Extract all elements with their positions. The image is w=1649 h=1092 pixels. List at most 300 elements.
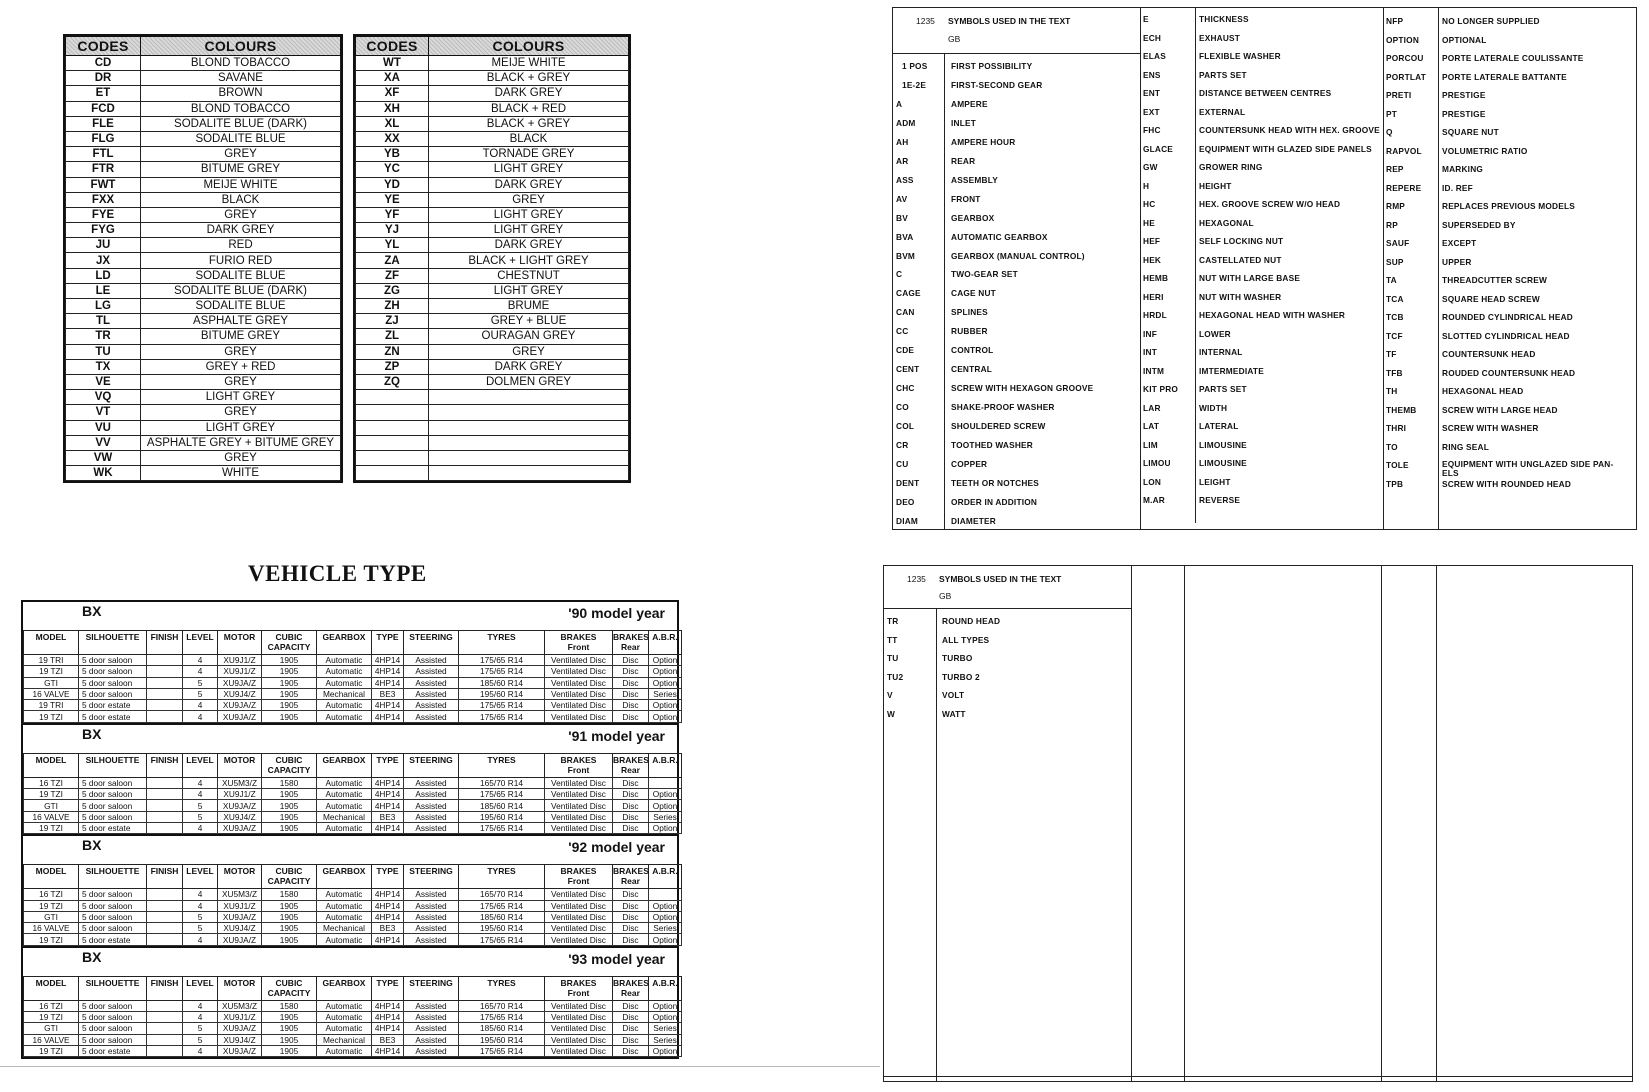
table-cell: 1580 xyxy=(262,889,317,900)
column-header xyxy=(262,976,317,1000)
table-cell xyxy=(649,889,682,900)
symbol-meaning: ORDER IN ADDITION xyxy=(951,496,1038,507)
column-header xyxy=(79,631,147,655)
table-cell: 5 door saloon xyxy=(79,1012,147,1023)
table-cell: 1905 xyxy=(262,811,317,822)
symbol-abbreviation: TOLE xyxy=(1386,460,1409,470)
table-cell: Mechanical xyxy=(317,688,372,699)
table-cell: Automatic xyxy=(317,666,372,677)
model-year-label: '93 model year xyxy=(568,950,665,967)
symbol-abbreviation: PORTLAT xyxy=(1386,71,1426,82)
table-cell: 195/60 R14 xyxy=(459,1034,545,1045)
colour-name: GREY xyxy=(141,374,341,389)
colour-row xyxy=(356,192,629,207)
colour-row xyxy=(66,390,341,405)
symbol-abbreviation: ADM xyxy=(896,117,916,128)
table-cell: 1905 xyxy=(262,800,317,811)
column-header-line: TYPE xyxy=(376,632,399,642)
colour-code: FWT xyxy=(66,177,141,192)
symbol-meaning: CONTROL xyxy=(951,345,994,356)
table-cell: 1905 xyxy=(262,711,317,722)
symbol-meaning: LEIGHT xyxy=(1199,476,1231,487)
colour-code xyxy=(356,466,429,481)
symbol-abbreviation: AR xyxy=(896,155,909,166)
table-cell: 4 xyxy=(183,655,218,666)
table-cell xyxy=(147,688,183,699)
symbol-abbreviation: CDE xyxy=(896,345,915,356)
colour-name: FURIO RED xyxy=(141,253,341,268)
column-header-line: MOTOR xyxy=(223,754,256,765)
table-cell: Assisted xyxy=(404,1045,459,1056)
table-cell: 4HP14 xyxy=(372,1012,404,1023)
colour-code: CD xyxy=(66,56,141,71)
table-cell: 5 door saloon xyxy=(79,1023,147,1034)
table-cell: Mechanical xyxy=(317,1034,372,1045)
table-cell xyxy=(147,1034,183,1045)
symbol-abbreviation: LIM xyxy=(1143,439,1158,450)
table-cell: 195/60 R14 xyxy=(459,923,545,934)
column-header xyxy=(183,865,218,889)
column-header xyxy=(459,976,545,1000)
symbol-abbreviation: M.AR xyxy=(1143,495,1165,505)
table-cell xyxy=(147,777,183,788)
table-cell xyxy=(147,934,183,945)
symbol-meaning: EXHAUST xyxy=(1199,32,1241,43)
table-cell: Disc xyxy=(613,800,649,811)
table-cell: 4 xyxy=(183,1000,218,1011)
table-cell: Series xyxy=(649,1034,682,1045)
table-row xyxy=(24,1034,682,1045)
column-header-line: CAPACITY xyxy=(267,876,311,887)
symbol-abbreviation: CC xyxy=(896,326,909,337)
table-cell: Ventilated Disc xyxy=(545,789,613,800)
symbol-abbreviation: RP xyxy=(1386,219,1398,230)
symbol-meaning: TURBO xyxy=(942,653,973,663)
table-cell: 16 VALVE xyxy=(24,811,79,822)
symbol-abbreviation: TT xyxy=(887,634,898,645)
table-cell: 195/60 R14 xyxy=(459,688,545,699)
colour-row xyxy=(356,299,629,314)
table-cell: Ventilated Disc xyxy=(545,923,613,934)
table-cell: Assisted xyxy=(404,666,459,677)
vehicle-table xyxy=(23,976,682,1057)
table-cell: 195/60 R14 xyxy=(459,811,545,822)
table-cell: Disc xyxy=(613,811,649,822)
colour-row xyxy=(356,86,629,101)
symbol-abbreviation: W xyxy=(887,708,896,719)
table-cell: 1905 xyxy=(262,923,317,934)
table-cell: 19 TZI xyxy=(24,900,79,911)
table-cell: Ventilated Disc xyxy=(545,822,613,833)
symbol-abbreviation: CENT xyxy=(896,364,920,375)
column-header-line: LEVEL xyxy=(186,977,214,988)
colour-row xyxy=(66,177,341,192)
symbol-meaning: TEETH OR NOTCHES xyxy=(951,477,1040,488)
colour-name xyxy=(429,405,629,420)
column-header-line: STEERING xyxy=(409,977,453,988)
table-cell: Assisted xyxy=(404,789,459,800)
column-divider xyxy=(1438,8,1439,530)
colour-name: GREY + RED xyxy=(141,359,341,374)
symbol-abbreviation: BV xyxy=(896,212,908,223)
symbol-meaning: HEIGHT xyxy=(1199,180,1232,191)
table-cell xyxy=(147,911,183,922)
colour-row xyxy=(66,405,341,420)
table-row xyxy=(24,822,682,833)
symbol-meaning: SPLINES xyxy=(951,307,988,318)
table-cell: 5 xyxy=(183,1023,218,1034)
table-cell: 175/65 R14 xyxy=(459,711,545,722)
colour-row xyxy=(66,344,341,359)
symbol-abbreviation: NFP xyxy=(1386,16,1404,26)
colour-name: LIGHT GREY xyxy=(429,207,629,222)
column-header-line: TYRES xyxy=(487,754,516,765)
symbol-abbreviation: 1 POS xyxy=(902,61,928,71)
column-header-line: A.B.R. xyxy=(652,632,678,642)
symbol-meaning: NUT WITH WASHER xyxy=(1199,291,1282,302)
column-header xyxy=(613,865,649,889)
table-cell: 4HP14 xyxy=(372,666,404,677)
symbol-meaning: LIMOUSINE xyxy=(1199,458,1247,468)
colour-code: FCD xyxy=(66,101,141,116)
table-cell: Ventilated Disc xyxy=(545,1023,613,1034)
colour-code: XX xyxy=(356,131,429,146)
column-divider xyxy=(1140,8,1141,530)
table-cell: Assisted xyxy=(404,1000,459,1011)
column-header-line: BRAKES xyxy=(613,866,649,877)
table-cell xyxy=(147,677,183,688)
table-cell: Option xyxy=(649,711,682,722)
symbol-abbreviation: ELAS xyxy=(1143,51,1166,61)
symbols-page-1 xyxy=(892,7,1637,530)
column-header xyxy=(545,631,613,655)
table-row xyxy=(24,789,682,800)
column-header-line: STEERING xyxy=(409,754,453,765)
table-cell: 4HP14 xyxy=(372,1045,404,1056)
symbol-abbreviation: PT xyxy=(1386,108,1398,119)
table-cell xyxy=(147,666,183,677)
vehicle-type-table xyxy=(21,600,679,1059)
table-cell: Option xyxy=(649,822,682,833)
column-header-line: MOTOR xyxy=(223,632,256,642)
model-year-label: '92 model year xyxy=(568,839,665,856)
symbol-abbreviation: LAT xyxy=(1143,421,1160,431)
column-header xyxy=(372,631,404,655)
table-cell: Ventilated Disc xyxy=(545,700,613,711)
table-cell: Option xyxy=(649,655,682,666)
header-divider xyxy=(893,53,1140,54)
table-cell: Assisted xyxy=(404,1034,459,1045)
table-cell: 5 door estate xyxy=(79,1045,147,1056)
column-header-line: FINISH xyxy=(150,754,179,765)
column-header xyxy=(404,753,459,777)
symbol-abbreviation: ENS xyxy=(1143,69,1161,80)
column-header-line: Rear xyxy=(621,876,640,887)
table-cell: 4HP14 xyxy=(372,911,404,922)
column-header xyxy=(649,865,682,889)
symbol-meaning: THICKNESS xyxy=(1199,14,1249,24)
table-cell xyxy=(147,789,183,800)
table-cell: 5 door saloon xyxy=(79,1000,147,1011)
table-cell: 4HP14 xyxy=(372,800,404,811)
table-cell: Automatic xyxy=(317,655,372,666)
table-cell: 165/70 R14 xyxy=(459,1000,545,1011)
table-cell: Automatic xyxy=(317,889,372,900)
table-cell: 5 door estate xyxy=(79,700,147,711)
column-header xyxy=(372,976,404,1000)
table-cell: Disc xyxy=(613,822,649,833)
colour-name: GREY + BLUE xyxy=(429,314,629,329)
column-header xyxy=(218,976,262,1000)
table-cell: Disc xyxy=(613,934,649,945)
table-cell: XU9JA/Z xyxy=(218,800,262,811)
table-cell: Automatic xyxy=(317,900,372,911)
table-cell xyxy=(147,923,183,934)
model-year-section xyxy=(23,723,677,834)
symbol-meaning: EXCEPT xyxy=(1442,238,1477,248)
table-cell: GTI xyxy=(24,677,79,688)
symbol-abbreviation: INT xyxy=(1143,347,1157,357)
colours-header: COLOURS xyxy=(429,37,629,56)
colour-code: TU xyxy=(66,344,141,359)
table-cell: Disc xyxy=(613,700,649,711)
colour-code: ZL xyxy=(356,329,429,344)
colour-code: LE xyxy=(66,283,141,298)
symbol-abbreviation: TPB xyxy=(1386,478,1404,489)
table-cell: XU9JA/Z xyxy=(218,822,262,833)
column-header xyxy=(24,865,79,889)
table-cell: Assisted xyxy=(404,923,459,934)
table-cell: 19 TZI xyxy=(24,1012,79,1023)
colour-name: SODALITE BLUE xyxy=(141,299,341,314)
symbol-abbreviation: TF xyxy=(1386,349,1397,359)
symbol-abbreviation: RMP xyxy=(1386,201,1406,211)
table-cell: 5 xyxy=(183,923,218,934)
colour-code: VW xyxy=(66,450,141,465)
column-header-line: BRAKES xyxy=(560,632,597,642)
table-cell: 4HP14 xyxy=(372,677,404,688)
colour-row xyxy=(356,238,629,253)
table-cell: 19 TZI xyxy=(24,789,79,800)
colour-row xyxy=(66,268,341,283)
vehicle-type-title: VEHICLE TYPE xyxy=(248,561,427,586)
table-cell: Ventilated Disc xyxy=(545,800,613,811)
table-cell: XU9J4/Z xyxy=(218,1034,262,1045)
table-row xyxy=(24,777,682,788)
colour-name: BLACK xyxy=(429,131,629,146)
colour-code: VV xyxy=(66,435,141,450)
column-header-line: Rear xyxy=(621,987,640,998)
colour-code: ZG xyxy=(356,283,429,298)
column-header-line: TYPE xyxy=(376,754,399,765)
symbol-meaning: SCREW WITH ROUNDED HEAD xyxy=(1442,478,1572,489)
column-divider xyxy=(1383,8,1384,530)
table-cell: 4 xyxy=(183,711,218,722)
table-cell: XU9J4/Z xyxy=(218,811,262,822)
colour-row xyxy=(356,314,629,329)
symbol-abbreviation: BVA xyxy=(896,231,914,242)
table-cell: Automatic xyxy=(317,1000,372,1011)
colour-name: LIGHT GREY xyxy=(429,162,629,177)
table-cell: Assisted xyxy=(404,700,459,711)
symbol-meaning: TWO-GEAR SET xyxy=(951,269,1018,280)
column-header-line: FINISH xyxy=(150,632,179,642)
symbol-meaning: SLOTTED CYLINDRICAL HEAD xyxy=(1442,330,1570,341)
column-header-line: BRAKES xyxy=(613,632,649,642)
table-cell: 4 xyxy=(183,777,218,788)
symbol-abbreviation: BVM xyxy=(896,250,916,261)
table-cell xyxy=(649,777,682,788)
table-cell: XU9JA/Z xyxy=(218,1023,262,1034)
symbol-meaning: RUBBER xyxy=(951,326,988,337)
table-cell: 16 TZI xyxy=(24,1000,79,1011)
colour-row xyxy=(66,299,341,314)
symbol-meaning: AMPERE xyxy=(951,98,988,109)
symbol-abbreviation: INF xyxy=(1143,328,1157,339)
table-cell: 185/60 R14 xyxy=(459,800,545,811)
symbol-abbreviation: ASS xyxy=(896,174,914,185)
colour-name: DOLMEN GREY xyxy=(429,374,629,389)
column-header-line: SILHOUETTE xyxy=(85,632,140,642)
column-header xyxy=(262,865,317,889)
table-cell: Automatic xyxy=(317,777,372,788)
table-cell: 5 door saloon xyxy=(79,923,147,934)
column-divider xyxy=(936,608,937,1082)
footer-line xyxy=(884,1076,1633,1077)
table-cell: Series xyxy=(649,688,682,699)
column-header-line: Rear xyxy=(621,642,640,652)
table-cell xyxy=(147,1012,183,1023)
column-header-line: TYRES xyxy=(487,977,516,988)
symbol-meaning: PORTE LATERALE BATTANTE xyxy=(1442,71,1567,82)
table-cell: 19 TZI xyxy=(24,666,79,677)
table-cell: XU9J4/Z xyxy=(218,688,262,699)
colour-name: SODALITE BLUE xyxy=(141,268,341,283)
symbol-meaning: ROUND HEAD xyxy=(942,616,1001,626)
column-header xyxy=(459,631,545,655)
symbol-meaning: HEX. GROOVE SCREW W/O HEAD xyxy=(1199,199,1341,209)
colour-row xyxy=(66,329,341,344)
table-cell: Assisted xyxy=(404,822,459,833)
table-cell: 16 TZI xyxy=(24,889,79,900)
table-cell: Disc xyxy=(613,1023,649,1034)
colour-name: DARK GREY xyxy=(429,238,629,253)
symbol-meaning: SQUARE NUT xyxy=(1442,127,1499,137)
table-row xyxy=(24,1000,682,1011)
column-header-line: MOTOR xyxy=(223,977,256,988)
colour-name: MEIJE WHITE xyxy=(429,56,629,71)
table-cell: 175/65 R14 xyxy=(459,789,545,800)
table-cell: Option xyxy=(649,700,682,711)
section-header xyxy=(23,725,677,753)
table-cell: 16 VALVE xyxy=(24,1034,79,1045)
symbol-abbreviation: AV xyxy=(896,193,908,204)
symbol-meaning: SELF LOCKING NUT xyxy=(1199,236,1284,246)
colour-name xyxy=(429,450,629,465)
table-cell: XU9JA/Z xyxy=(218,677,262,688)
table-cell: 5 door estate xyxy=(79,934,147,945)
table-cell: Ventilated Disc xyxy=(545,711,613,722)
colour-name: GREY xyxy=(141,405,341,420)
colour-row xyxy=(356,253,629,268)
symbol-abbreviation: HEF xyxy=(1143,236,1161,246)
table-cell: 1580 xyxy=(262,1000,317,1011)
table-cell: Disc xyxy=(613,900,649,911)
table-row xyxy=(24,666,682,677)
column-header-line: MOTOR xyxy=(223,866,256,877)
colour-name: SAVANE xyxy=(141,71,341,86)
table-cell: Series xyxy=(649,923,682,934)
table-cell: XU9J1/Z xyxy=(218,1012,262,1023)
colour-name: BLACK + GREY xyxy=(429,71,629,86)
column-header-line: CUBIC xyxy=(275,977,303,988)
colour-row xyxy=(356,283,629,298)
colour-code: FTR xyxy=(66,162,141,177)
symbol-abbreviation: THEMB xyxy=(1386,404,1417,415)
column-header xyxy=(613,753,649,777)
make-label: BX xyxy=(82,603,102,619)
column-header-line: Front xyxy=(567,642,590,652)
column-header-line: LEVEL xyxy=(186,632,214,642)
table-cell xyxy=(147,822,183,833)
table-cell: Automatic xyxy=(317,1023,372,1034)
colour-code: VU xyxy=(66,420,141,435)
table-cell: Disc xyxy=(613,655,649,666)
table-row xyxy=(24,934,682,945)
symbol-abbreviation: SUP xyxy=(1386,256,1404,267)
colour-name: SODALITE BLUE xyxy=(141,131,341,146)
table-cell: Ventilated Disc xyxy=(545,811,613,822)
table-cell xyxy=(147,800,183,811)
table-cell: Option xyxy=(649,1012,682,1023)
colour-code: FYE xyxy=(66,207,141,222)
symbol-meaning: WIDTH xyxy=(1199,402,1228,413)
colour-code: ZP xyxy=(356,359,429,374)
table-cell: 4HP14 xyxy=(372,655,404,666)
column-header xyxy=(147,631,183,655)
column-header xyxy=(649,976,682,1000)
column-header-line: MODEL xyxy=(35,977,67,988)
colour-row xyxy=(66,374,341,389)
table-cell: Option xyxy=(649,800,682,811)
symbol-meaning: SCREW WITH LARGE HEAD xyxy=(1442,404,1558,415)
table-cell: Ventilated Disc xyxy=(545,1012,613,1023)
table-cell: Option xyxy=(649,1045,682,1056)
colour-row xyxy=(66,86,341,101)
symbol-meaning: RING SEAL xyxy=(1442,441,1489,452)
table-cell: 4HP14 xyxy=(372,1023,404,1034)
symbol-abbreviation: SAUF xyxy=(1386,238,1410,248)
colour-name: DARK GREY xyxy=(429,359,629,374)
colour-row xyxy=(356,116,629,131)
colour-name: TORNADE GREY xyxy=(429,147,629,162)
table-cell: Option xyxy=(649,934,682,945)
table-cell: Ventilated Disc xyxy=(545,655,613,666)
table-cell: XU9J1/Z xyxy=(218,666,262,677)
symbol-meaning: REVERSE xyxy=(1199,495,1241,505)
table-cell: Assisted xyxy=(404,777,459,788)
table-cell: XU9J1/Z xyxy=(218,789,262,800)
table-cell xyxy=(147,811,183,822)
column-header xyxy=(218,753,262,777)
colour-name: GREY xyxy=(429,344,629,359)
colour-row xyxy=(356,223,629,238)
section-header xyxy=(23,602,677,630)
symbol-meaning: INTERNAL xyxy=(1199,347,1243,357)
column-header-line: CUBIC xyxy=(275,632,303,642)
table-cell xyxy=(147,900,183,911)
colour-row xyxy=(66,283,341,298)
